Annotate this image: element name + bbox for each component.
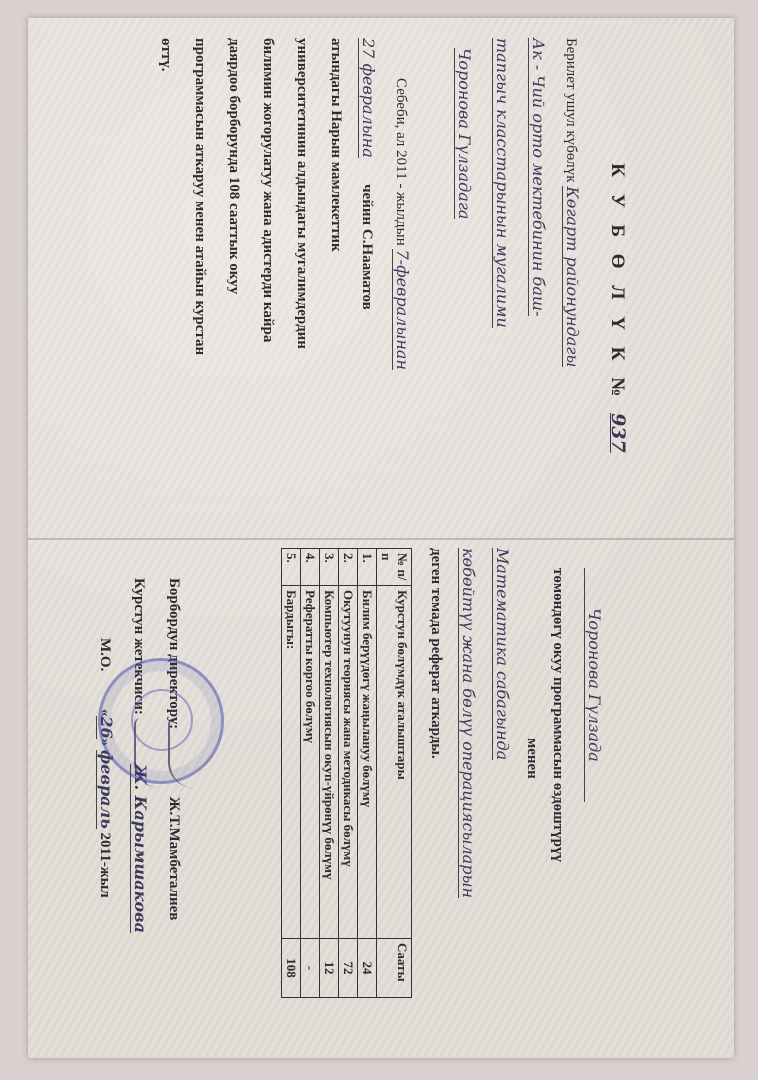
- course-table: [281, 548, 412, 998]
- recipient-line: [454, 48, 474, 219]
- certificate-content: [28, 18, 734, 1058]
- school-line: [528, 38, 548, 316]
- header-hours: Сааты: [377, 939, 412, 998]
- certificate-title: [606, 138, 629, 478]
- date-day: 26: [97, 716, 116, 739]
- row-section: Компьютер технологиясын окуп-үйрөнүү бөлүмү: [320, 586, 339, 939]
- seal-emblem: [131, 689, 193, 751]
- topic-line-2: [458, 548, 478, 898]
- row-number: 1.: [358, 549, 377, 586]
- reason-line-3: атындагы Нарын мамлекеттик: [328, 38, 344, 252]
- given-line: [562, 38, 582, 367]
- row-number: 4.: [301, 549, 320, 586]
- row-hours: 108: [282, 939, 301, 998]
- number-prefix: №: [607, 377, 628, 403]
- position-line: [492, 38, 512, 328]
- recipient-name: Чоронова Гүлзадага: [455, 48, 474, 220]
- reason-until: чейин С.Нааматов: [359, 184, 375, 310]
- topic-line-1: [492, 548, 512, 760]
- row-hours: 12: [320, 939, 339, 998]
- secretary-name: Ж. Карымшакова: [131, 763, 150, 934]
- left-page: [28, 18, 734, 538]
- reason-line-1: [392, 78, 412, 370]
- recipient-right-name: Чоронова Гүлзада: [584, 568, 604, 802]
- row-section: Билим берүүдөгү жаңылануу бөлүмү: [358, 586, 377, 939]
- date-year: 2011-жыл: [97, 832, 113, 898]
- date-line: М.О. «26» февраль 2011-жыл: [97, 638, 116, 898]
- title-text: К У Б Ө Л Ү К: [607, 163, 628, 367]
- row-hours: 24: [358, 939, 377, 998]
- recipient-right-line: [584, 568, 604, 802]
- position-text: тапгыч класстарынын мугалими: [493, 38, 512, 328]
- reason-line-4: университетинин алдындагы мугалимдердин: [294, 38, 310, 349]
- row-number: 5.: [282, 549, 301, 586]
- given-prefix: Берилет ушул күбөлүк: [563, 38, 579, 183]
- row-section: Рефератты коргоо бөлүмү: [301, 586, 320, 939]
- with-line: менен: [524, 738, 540, 779]
- program-line: төмөндөгү окуу программасын өздөштүрүү: [550, 568, 566, 863]
- row-hours: -: [301, 939, 320, 998]
- reason-date-from: 7-февралынан: [393, 249, 412, 370]
- table-row: [358, 549, 377, 998]
- topic-text-1: Математика сабагында: [493, 548, 512, 761]
- row-number: 3.: [320, 549, 339, 586]
- certificate-number: 937: [607, 413, 629, 453]
- row-section: Окутуунун теориясы жана методикасы бөлүмү: [339, 586, 358, 939]
- table-row: [320, 549, 339, 998]
- topic-text-2: көбөйтүү жана бөлүү операциясыларын: [459, 548, 478, 899]
- table-header-row: [377, 549, 412, 998]
- reason-line-7: программасын аткаруу менен атайын курстан: [192, 38, 208, 356]
- official-seal: [98, 658, 224, 784]
- row-number: 2.: [339, 549, 358, 586]
- reason-date-to: 27 февралына: [359, 38, 378, 158]
- topic-end-line: деген темада реферат аткарды.: [428, 548, 444, 759]
- table-row: [301, 549, 320, 998]
- reason-line-5: билимин жогорулатуу жана адистерди кайра: [260, 38, 276, 343]
- reason-line-2: [358, 38, 378, 310]
- secretary-label: Курстун жетекчиси:: [131, 578, 147, 715]
- table-row: [282, 549, 301, 998]
- reason-line-6: даярдоо борборунда 108 сааттык окуу: [226, 38, 242, 295]
- reason-prefix: Себеби, ал 2011 - жылдын: [393, 78, 409, 246]
- school-name: Ак - Чий орто мектебинин баш-: [529, 38, 548, 317]
- header-number: № п/п: [377, 549, 412, 586]
- row-section: Бардыгы:: [282, 586, 301, 939]
- table-row: [339, 549, 358, 998]
- date-month: февраль: [97, 749, 116, 829]
- reason-line-8: өттү.: [158, 38, 174, 72]
- director-name: Ж.Т.Мамбеталиев: [166, 796, 182, 921]
- stamp-place-label: М.О.: [97, 638, 113, 672]
- given-district: Көгарт районундагы: [563, 186, 582, 368]
- director-label: Борбордун директору:: [166, 578, 182, 730]
- row-hours: 72: [339, 939, 358, 998]
- header-section: Курстун бөлүмдүк аталыштары: [377, 586, 412, 939]
